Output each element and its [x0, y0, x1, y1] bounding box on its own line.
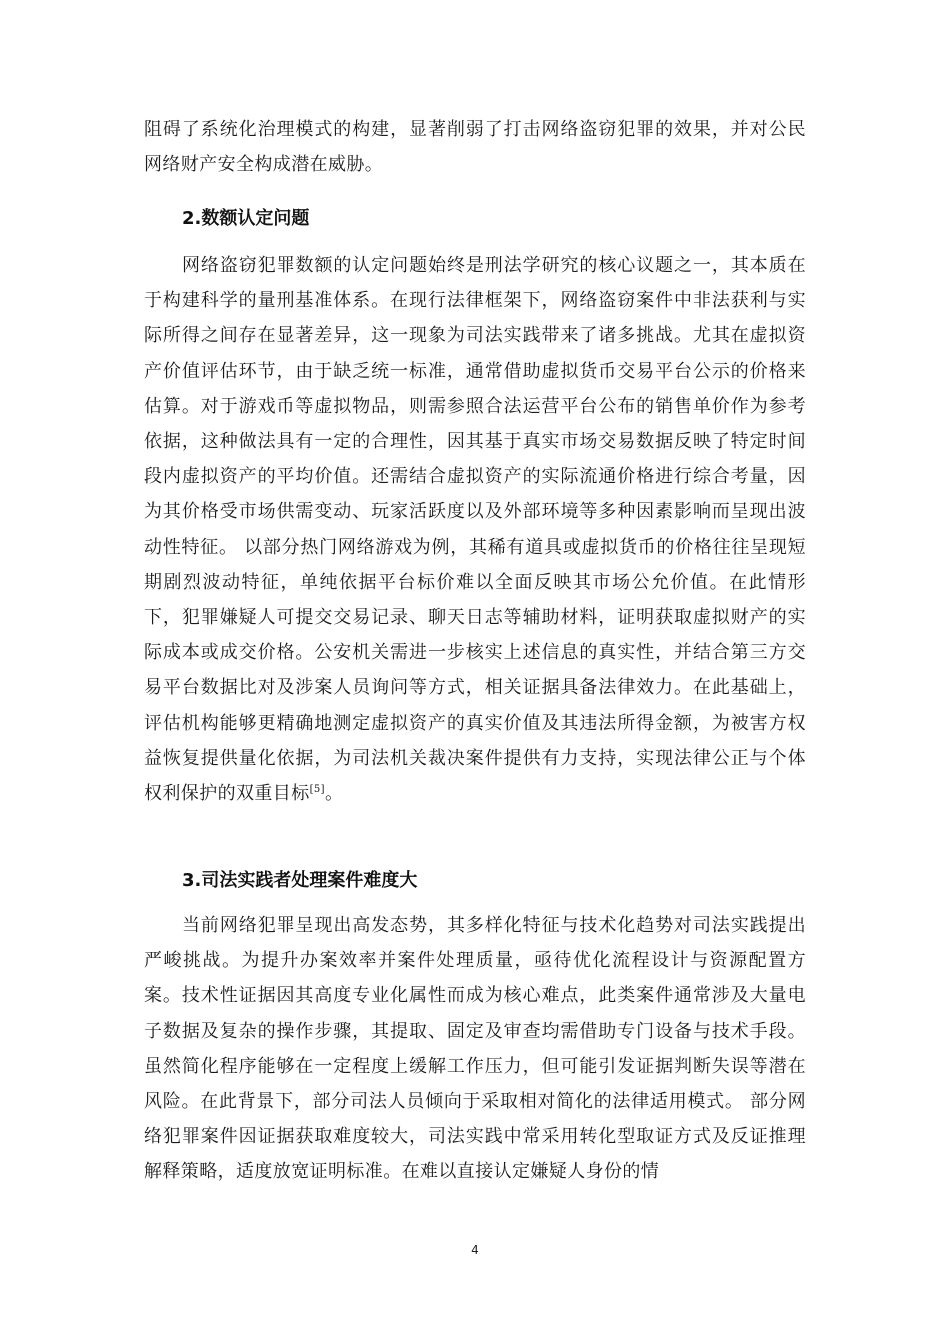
citation-reference[interactable]: [5]: [309, 784, 325, 796]
section-heading-amount-determination: 2.数额认定问题: [182, 208, 310, 229]
paragraph-continuation: 阻碍了系统化治理模式的构建，显著削弱了打击网络盗窃犯罪的效果，并对公民网络财产安全构成潜在威胁。: [144, 119, 806, 176]
paragraph-amount-determination: [144, 248, 806, 811]
paragraph-body: 网络盗窃犯罪数额的认定问题始终是刑法学研究的核心议题之一，其本质在于构建科学的量刑基准体系。在现行法律框架下，网络盗窃案件中非法获利与实际所得之间存在显著差异，这一现象为司法实践带来了诸多挑战。尤其在虚拟资产价值评估环节，由于缺乏统一标准，通常借助虚拟货币交易平台公示的价格来估算。对于游戏币等虚拟物品，则需参照合法运营平台公布的销售单价作为参考依据，这种做法具有一定的合理性，因其基于真实市场交易数据反映了特定时间段内虚拟资产的平均价值。还需结合虚拟资产的实际流通价格进行综合考量，因为其价格受市场供需变动、玩家活跃度以及外部环境等多种因素影响而呈现出波动性特征。 以部分热门网络游戏为例，其稀有道具或虚拟货币的价格往往呈现短期剧烈波动特征，单纯依据平台标价难以全面反映其市场公允价值。在此情形下，犯罪嫌疑人可提交交易记录、聊天日志等辅助材料，证明获取虚拟财产的实际成本或成交价格。公安机关需进一步核实上述信息的真实性，并结合第三方交易平台数据比对及涉案人员询问等方式，相关证据具备法律效力。在此基础上，评估机构能够更精确地测定虚拟资产的真实价值及其违法所得金额，为被害方权益恢复提供量化依据，为司法机关裁决案件提供有力支持，实现法律公正与个体权利保护的双重目标: [144, 255, 806, 805]
section-heading-judicial-difficulty: 3.司法实践者处理案件难度大: [182, 870, 418, 891]
paragraph-judicial-difficulty: 当前网络犯罪呈现出高发态势，其多样化特征与技术化趋势对司法实践提出严峻挑战。为提升办案效率并案件处理质量，亟待优化流程设计与资源配置方案。技术性证据因其高度专业化属性而成为核心难点，此类案件通常涉及大量电子数据及复杂的操作步骤，其提取、固定及审查均需借助专门设备与技术手段。虽然简化程序能够在一定程度上缓解工作压力，但可能引发证据判断失误等潜在风险。在此背景下，部分司法人员倾向于采取相对简化的法律适用模式。 部分网络犯罪案件因证据获取难度较大，司法实践中常采用转化型取证方式及反证推理解释策略，适度放宽证明标准。在难以直接认定嫌疑人身份的情: [144, 915, 806, 1183]
paragraph-end-punct: 。: [324, 783, 344, 805]
page-number: 4: [471, 1243, 479, 1257]
